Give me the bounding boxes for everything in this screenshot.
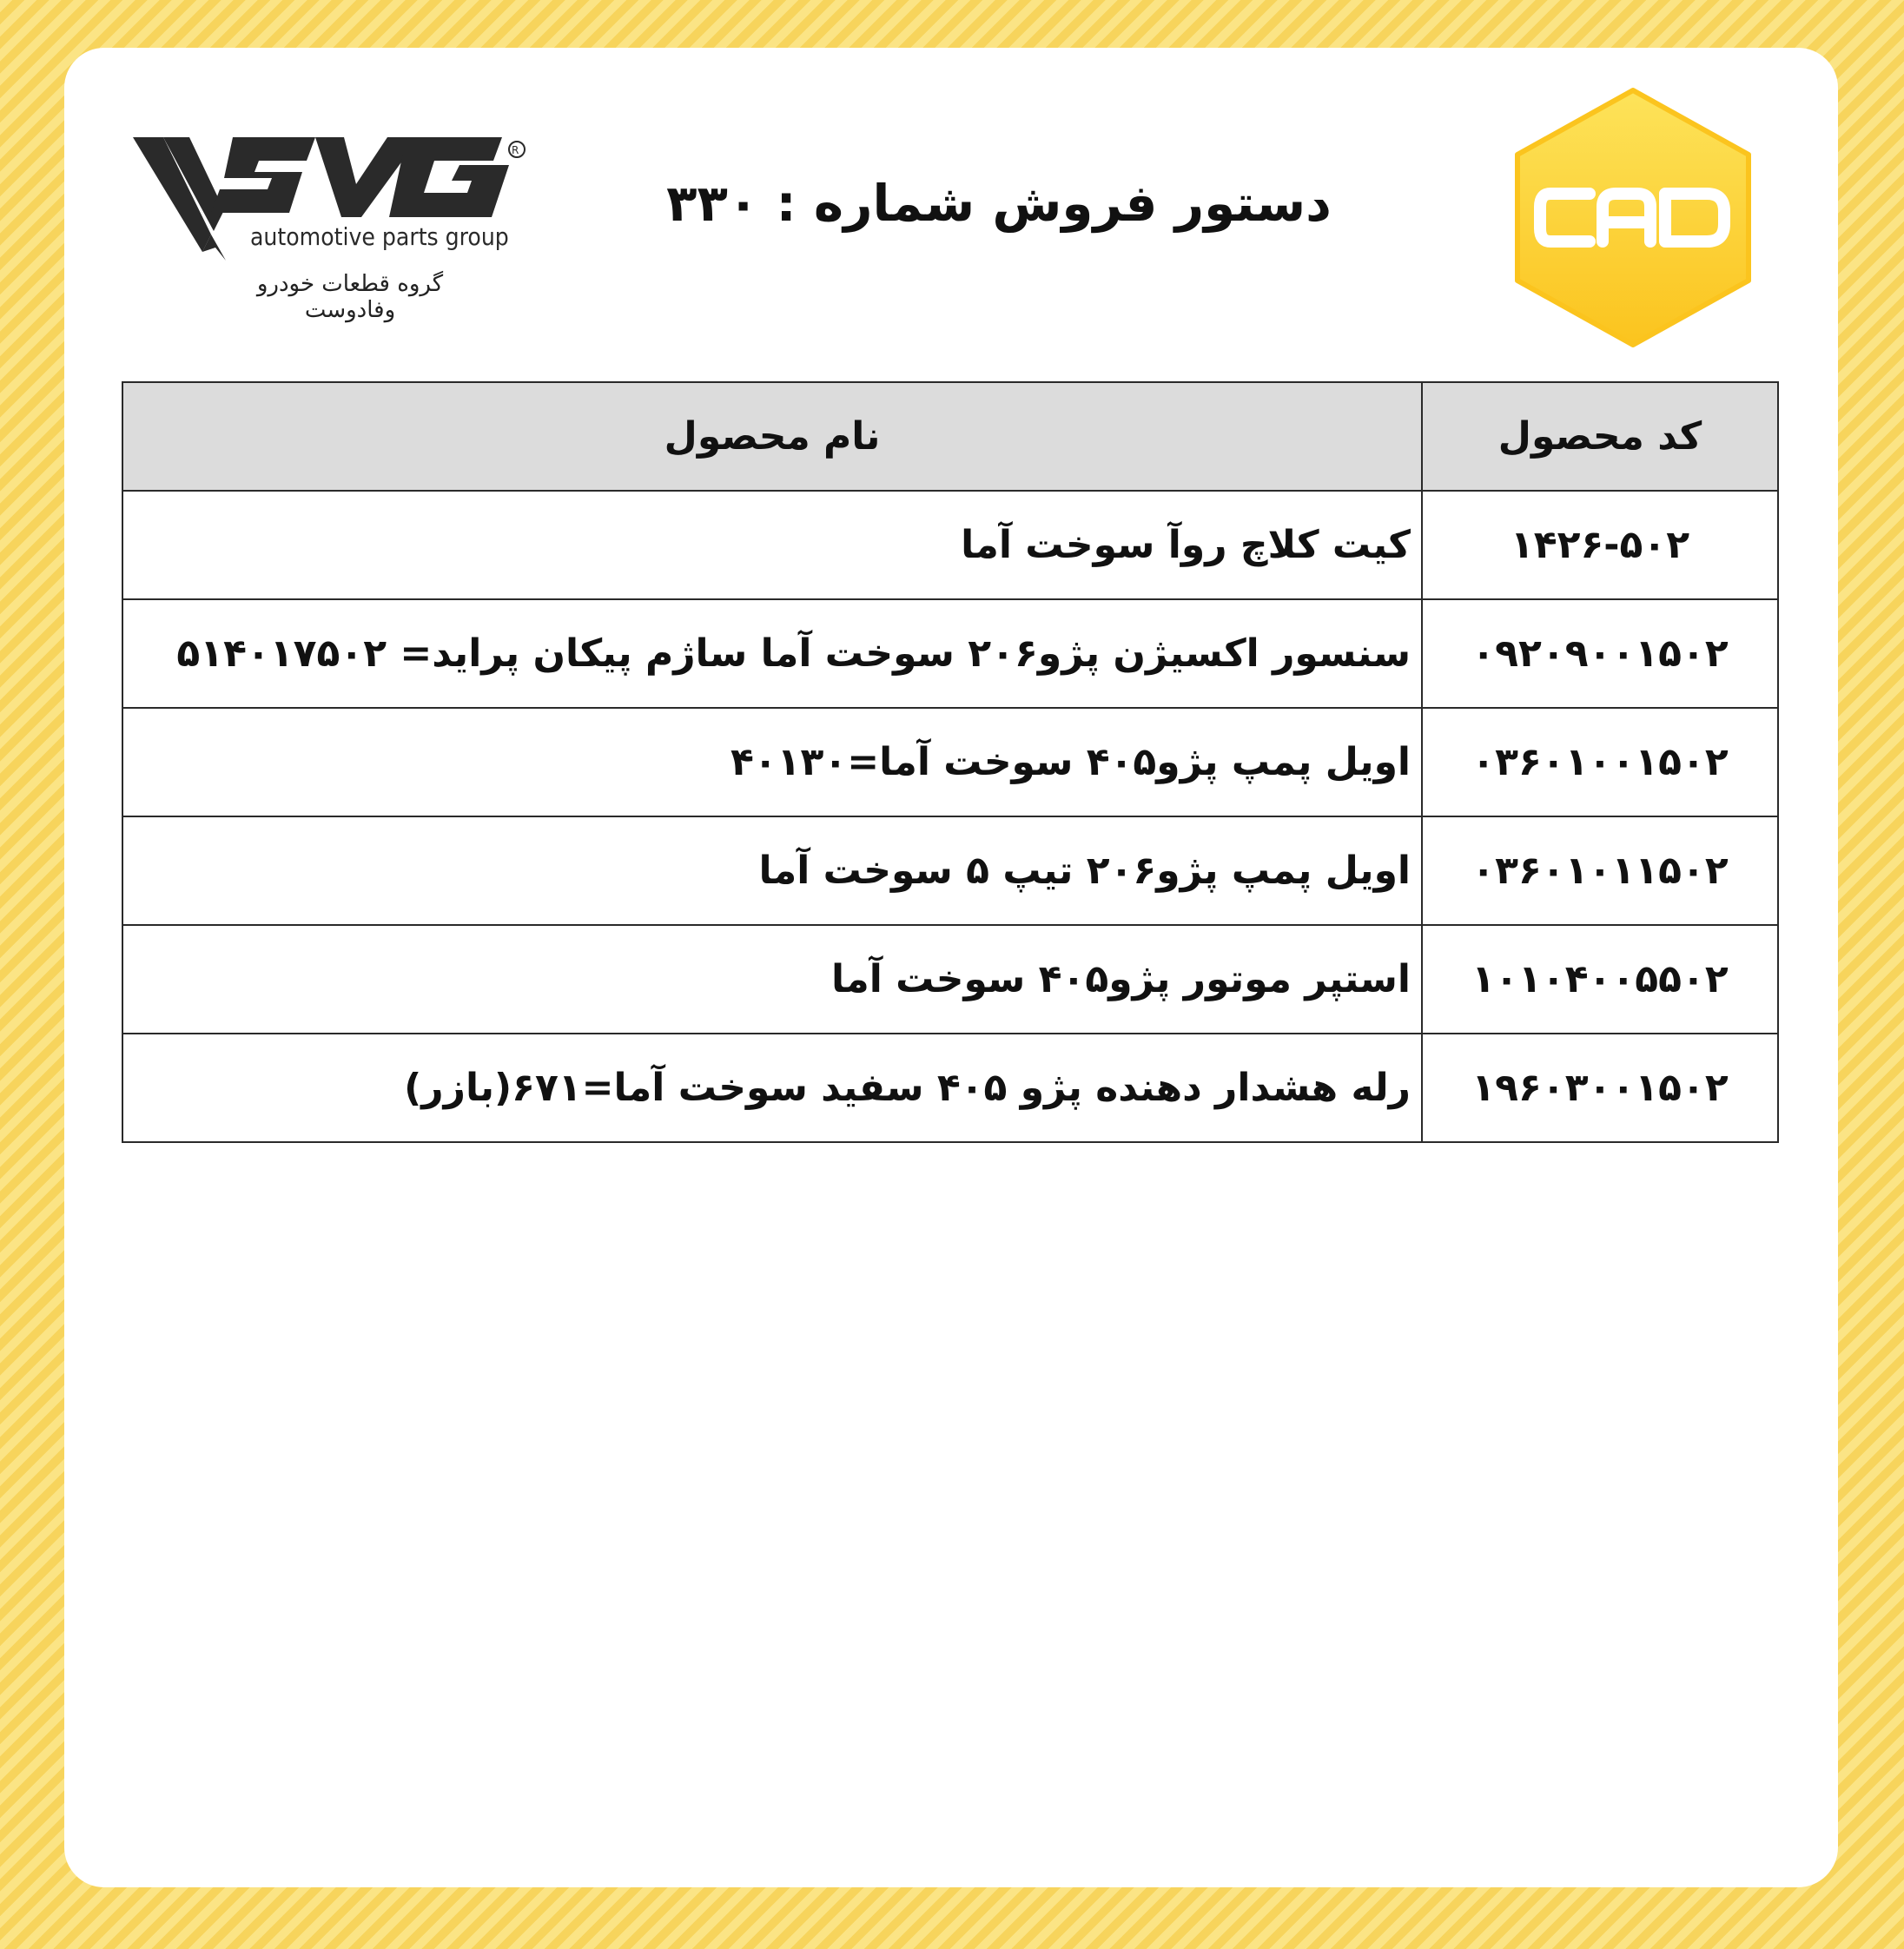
column-header-code: کد محصول bbox=[1422, 382, 1778, 491]
products-table bbox=[122, 381, 1779, 1143]
table-row bbox=[122, 925, 1778, 1034]
table-header-row bbox=[122, 382, 1778, 491]
table-row bbox=[122, 816, 1778, 925]
svg-text:R: R bbox=[512, 144, 519, 156]
table-row bbox=[122, 599, 1778, 708]
product-name: اویل پمپ پژو۲۰۶ تیپ ۵ سوخت آما bbox=[122, 816, 1422, 925]
product-name: سنسور اکسیژن پژو۲۰۶ سوخت آما ساژم پیکان پراید= ۵۱۴۰۱۷۵۰۲ bbox=[122, 599, 1422, 708]
product-code: ۰۹۲۰۹۰۰۱۵۰۲ bbox=[1422, 599, 1778, 708]
product-code: ۱۹۶۰۳۰۰۱۵۰۲ bbox=[1422, 1034, 1778, 1142]
product-name: استپر موتور پژو۴۰۵ سوخت آما bbox=[122, 925, 1422, 1034]
product-code: ۰۳۶۰۱۰۱۱۵۰۲ bbox=[1422, 816, 1778, 925]
product-name: رله هشدار دهنده پژو ۴۰۵ سفید سوخت آما=۶۷۱(بازر) bbox=[122, 1034, 1422, 1142]
table-row bbox=[122, 708, 1778, 816]
brand-subtitle: automotive parts group bbox=[250, 222, 509, 251]
product-code: ۱۰۱۰۴۰۰۵۵۰۲ bbox=[1422, 925, 1778, 1034]
product-code: ۱۴۲۶-۵۰۲ bbox=[1422, 491, 1778, 599]
page-title: دستور فروش شماره : ۳۳۰ bbox=[666, 174, 1332, 233]
table-row bbox=[122, 1034, 1778, 1142]
column-header-name: نام محصول bbox=[122, 382, 1422, 491]
brand-tagline: گروه قطعات خودرو وفادوست bbox=[256, 271, 444, 323]
product-name: اویل پمپ پژو۴۰۵ سوخت آما=۴۰۱۳۰ bbox=[122, 708, 1422, 816]
product-code: ۰۳۶۰۱۰۰۱۵۰۲ bbox=[1422, 708, 1778, 816]
cad-brand-logo bbox=[1507, 85, 1759, 350]
product-name: کیت کلاچ روآ سوخت آما bbox=[122, 491, 1422, 599]
table-row bbox=[122, 491, 1778, 599]
cad-logo-text: CAD bbox=[1507, 85, 1510, 86]
